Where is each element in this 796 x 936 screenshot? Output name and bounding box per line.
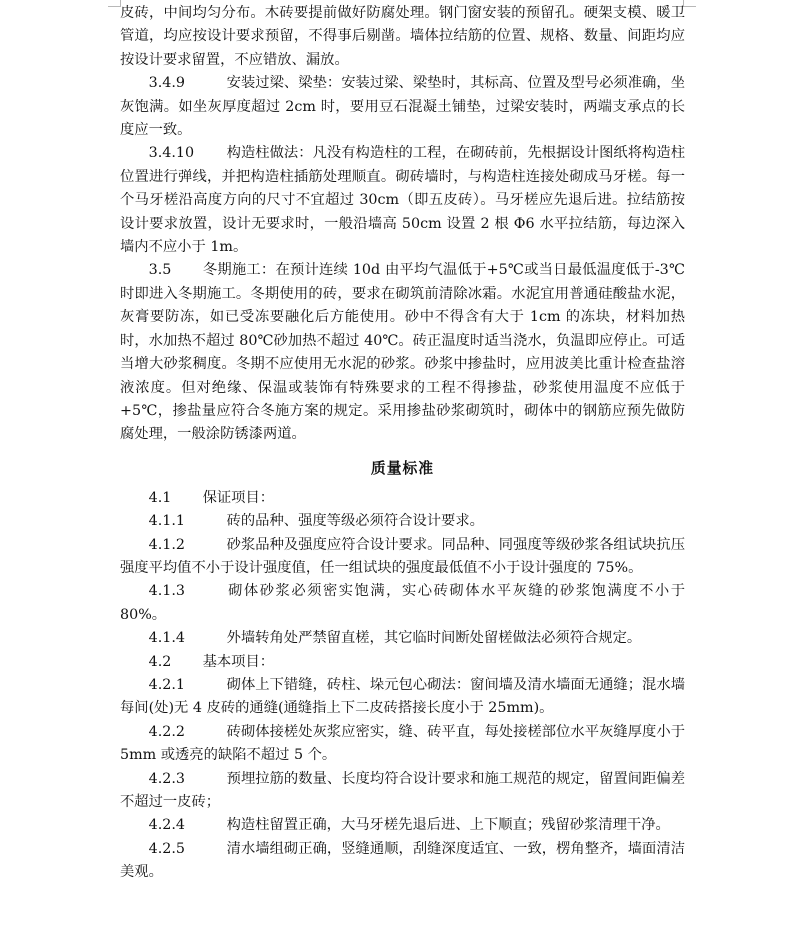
clause-text: 砖的品种、强度等级必须符合设计要求。 (226, 513, 484, 530)
clause-4-2-4 (120, 814, 685, 837)
document-body (120, 2, 685, 885)
clause-text: 安装过梁、梁垫：安装过梁、梁垫时，其标高、位置及型号必须准确，坐灰饱满。如坐灰厚度超过 2cm 时，要用豆石混凝土铺垫，过梁安装时，两端支承点的长度应一致。 (120, 75, 685, 139)
clause-4-1-4 (120, 627, 685, 650)
clause-number: 4.2.1 (148, 676, 185, 693)
clause-text: 预埋拉筋的数量、长度均符合设计要求和施工规范的规定，留置间距偏差不超过一皮砖； (120, 770, 685, 810)
clause-text: 砌体上下错缝，砖柱、垛元包心砌法：窗间墙及清水墙面无通缝；混水墙每间(处)无 4 皮砖的通缝(通缝指上下二皮砖搭接长度小于 25mm)。 (120, 676, 685, 717)
clause-text: 冬期施工：在预计连续 10d 由平均气温低于+5℃或当日最低温度低于-3℃时即进入冬期施工。冬期使用的砖，要求在砌筑前清除冰霜。水泥宜用普通硅酸盐水泥，灰膏要防冻，如已受冻要融化后方能使用。砂中不得含有大于 1cm 的冻块，材料加热时，水加热不超过 80℃砂加热不超过 40℃。砖正温度时适当浇水，负温即应停止。可适当增大砂浆稠度。冬期不应使用无水泥的砂浆。砂浆中掺盐时，应用波美比重计检查盐溶液浓度。但对绝缘、保温或装饰有特殊要求的工程不得掺盐，砂浆使用温度不应低于+5℃，掺盐量应符合冬施方案的规定。采用掺盐砂浆砌筑时，砌体中的钢筋应预先做防腐处理，一般涂防锈漆两道。 (120, 262, 685, 443)
clause-text: 保证项目： (202, 489, 275, 506)
clause-text: 砖砌体接槎处灰浆应密实，缝、砖平直，每处接槎部位水平灰缝厚度小于 5mm 或透亮的缺陷不超过 5 个。 (120, 723, 685, 764)
clause-text: 砂浆品种及强度应符合设计要求。同品种、同强度等级砂浆各组试块抗压强度平均值不小于设计强度值，任一组试块的强度最低值不小于设计强度的 75%。 (120, 536, 685, 576)
clause-4-1 (120, 487, 685, 510)
clause-4-1-2 (120, 534, 685, 581)
clause-text: 清水墙组砌正确，竖缝通顺，刮缝深度适宜、一致，楞角整齐，墙面清洁美观。 (120, 840, 685, 881)
clause-number: 4.2.2 (148, 723, 185, 740)
clause-4-1-3 (120, 580, 685, 627)
clause-number: 4.2.4 (148, 817, 185, 834)
clause-number: 4.2.5 (148, 840, 185, 857)
clause-number: 3.4.10 (148, 145, 195, 162)
clause-text: 外墙转角处严禁留直槎，其它临时间断处留槎做法必须符合规定。 (226, 630, 642, 647)
clause-3-4-10 (120, 142, 685, 259)
clause-4-2-2 (120, 721, 685, 768)
clause-number: 3.4.9 (148, 75, 185, 92)
clause-number: 4.1.4 (148, 630, 185, 647)
clause-4-2-5 (120, 838, 685, 885)
clause-4-2-1 (120, 674, 685, 721)
clause-3-4-9 (120, 72, 685, 142)
clause-3-5 (120, 259, 685, 446)
clause-number: 4.2.3 (148, 770, 185, 787)
clause-text: 基本项目： (202, 653, 275, 670)
clause-text: 构造柱做法：凡没有构造柱的工程，在砌砖前，先根据设计图纸将构造柱位置进行弹线，并把构造柱插筋处理顺直。砌砖墙时，与构造柱连接处砌成马牙槎。每一个马牙槎沿高度方向的尺寸不宜超过 30cm（即五皮砖）。马牙槎应先退后进。拉结筋按设计要求放置，设计无要求时，一般沿墙高 50cm 设置 2 根 Φ6 水平拉结筋，每边深入墙内不应小于 1m。 (120, 145, 685, 256)
section-heading: 质量标准 (370, 459, 435, 477)
clause-number: 4.2 (148, 653, 172, 670)
paragraph-continued (120, 2, 685, 72)
clause-4-2 (120, 651, 685, 674)
clause-text: 砌体砂浆必须密实饱满，实心砖砌体水平灰缝的砂浆饱满度不小于 80%。 (120, 583, 685, 623)
clause-4-2-3 (120, 768, 685, 815)
clause-number: 4.1 (148, 489, 172, 506)
clause-number: 4.1.3 (148, 583, 185, 600)
clause-number: 3.5 (148, 262, 172, 279)
paragraph-text: 皮砖，中间均匀分布。木砖要提前做好防腐处理。钢门窗安装的预留孔。硬架支模、暖卫管道，均应按设计要求预留，不得事后剔凿。墙体拉结筋的位置、规格、数量、间距均应按设计要求留置，不应错放、漏放。 (120, 5, 685, 68)
clause-number: 4.1.1 (148, 513, 185, 530)
clause-number: 4.1.2 (148, 536, 185, 553)
clause-text: 构造柱留置正确，大马牙槎先退后进、上下顺直；残留砂浆清理干净。 (226, 817, 670, 834)
clause-4-1-1 (120, 510, 685, 533)
